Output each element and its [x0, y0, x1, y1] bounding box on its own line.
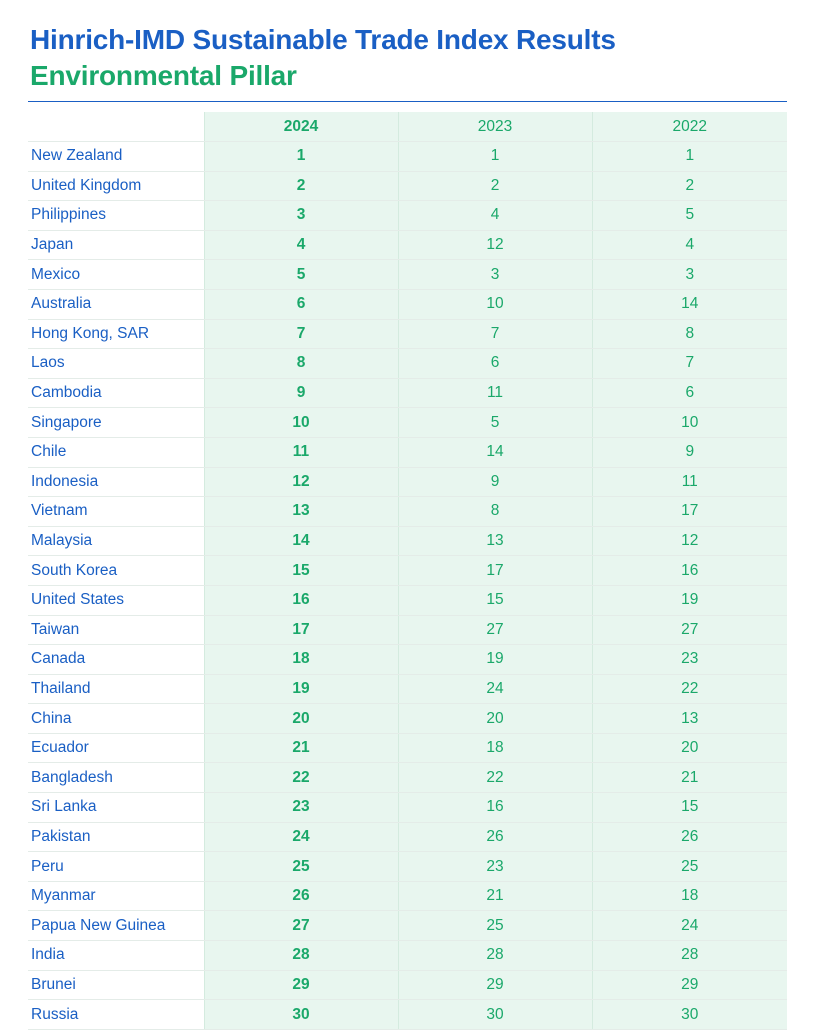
country-cell: Indonesia	[28, 467, 204, 497]
rank-2022-cell: 26	[592, 822, 787, 852]
rank-2023-cell: 9	[398, 467, 592, 497]
rank-2022-cell: 28	[592, 941, 787, 971]
rank-2023-cell: 16	[398, 793, 592, 823]
country-cell: New Zealand	[28, 142, 204, 172]
country-cell: Papua New Guinea	[28, 911, 204, 941]
rank-2023-cell: 26	[398, 822, 592, 852]
country-cell: Laos	[28, 349, 204, 379]
rank-2022-cell: 23	[592, 645, 787, 675]
country-cell: Hong Kong, SAR	[28, 319, 204, 349]
rank-2024-cell: 8	[204, 349, 398, 379]
country-cell: Russia	[28, 1000, 204, 1030]
country-cell: Philippines	[28, 201, 204, 231]
table-row	[28, 615, 787, 645]
rank-2024-cell: 22	[204, 763, 398, 793]
table-row	[28, 260, 787, 290]
rank-2023-cell: 19	[398, 645, 592, 675]
table-row	[28, 497, 787, 527]
rank-2024-cell: 13	[204, 497, 398, 527]
rank-2023-cell: 11	[398, 378, 592, 408]
rank-2024-cell: 2	[204, 171, 398, 201]
rank-2022-cell: 15	[592, 793, 787, 823]
country-cell: Australia	[28, 289, 204, 319]
rank-2022-cell: 27	[592, 615, 787, 645]
country-cell: Mexico	[28, 260, 204, 290]
rank-2024-cell: 17	[204, 615, 398, 645]
rank-2023-cell: 22	[398, 763, 592, 793]
rank-2023-cell: 20	[398, 704, 592, 734]
country-cell: Malaysia	[28, 526, 204, 556]
rank-2022-cell: 30	[592, 1000, 787, 1030]
table-row	[28, 674, 787, 704]
rank-2023-cell: 17	[398, 556, 592, 586]
rank-2023-cell: 15	[398, 585, 592, 615]
country-cell: Ecuador	[28, 733, 204, 763]
rank-2023-cell: 24	[398, 674, 592, 704]
rank-2024-cell: 1	[204, 142, 398, 172]
rank-2023-cell: 1	[398, 142, 592, 172]
rank-2022-cell: 16	[592, 556, 787, 586]
table-row	[28, 289, 787, 319]
page-title: Hinrich-IMD Sustainable Trade Index Results	[30, 24, 616, 55]
table-row	[28, 171, 787, 201]
table-row	[28, 349, 787, 379]
rank-2024-cell: 24	[204, 822, 398, 852]
rank-2022-cell: 5	[592, 201, 787, 231]
rank-2022-cell: 3	[592, 260, 787, 290]
rank-2022-cell: 13	[592, 704, 787, 734]
table-row	[28, 970, 787, 1000]
ranking-table	[28, 112, 787, 1030]
country-cell: Chile	[28, 437, 204, 467]
rank-2024-cell: 5	[204, 260, 398, 290]
rank-2024-cell: 23	[204, 793, 398, 823]
table-row	[28, 201, 787, 231]
rank-2024-cell: 18	[204, 645, 398, 675]
table-row	[28, 467, 787, 497]
country-cell: United States	[28, 585, 204, 615]
rank-2022-cell: 2	[592, 171, 787, 201]
table-row	[28, 378, 787, 408]
rank-2022-cell: 6	[592, 378, 787, 408]
rank-2023-cell: 23	[398, 852, 592, 882]
rank-2023-cell: 10	[398, 289, 592, 319]
country-cell: India	[28, 941, 204, 971]
rank-2024-cell: 12	[204, 467, 398, 497]
rank-2023-cell: 21	[398, 881, 592, 911]
table-row	[28, 556, 787, 586]
rank-2024-cell: 9	[204, 378, 398, 408]
rank-2022-cell: 21	[592, 763, 787, 793]
rank-2022-cell: 4	[592, 230, 787, 260]
table-row	[28, 763, 787, 793]
rank-2022-cell: 8	[592, 319, 787, 349]
rank-2022-cell: 19	[592, 585, 787, 615]
table-row	[28, 585, 787, 615]
country-cell: Pakistan	[28, 822, 204, 852]
rank-2024-cell: 30	[204, 1000, 398, 1030]
rank-2024-cell: 16	[204, 585, 398, 615]
country-cell: United Kingdom	[28, 171, 204, 201]
rank-2022-cell: 20	[592, 733, 787, 763]
rank-2022-cell: 25	[592, 852, 787, 882]
rank-2024-cell: 7	[204, 319, 398, 349]
table-row	[28, 319, 787, 349]
table-row	[28, 142, 787, 172]
rank-2024-cell: 26	[204, 881, 398, 911]
rank-2024-cell: 29	[204, 970, 398, 1000]
rank-2023-cell: 12	[398, 230, 592, 260]
table-row	[28, 852, 787, 882]
header-2023: 2023	[398, 112, 592, 142]
rank-2022-cell: 17	[592, 497, 787, 527]
rank-2023-cell: 13	[398, 526, 592, 556]
table-row	[28, 941, 787, 971]
rank-2023-cell: 29	[398, 970, 592, 1000]
country-cell: Sri Lanka	[28, 793, 204, 823]
rank-2022-cell: 1	[592, 142, 787, 172]
table-row	[28, 733, 787, 763]
country-cell: Taiwan	[28, 615, 204, 645]
rank-2023-cell: 2	[398, 171, 592, 201]
rank-2024-cell: 6	[204, 289, 398, 319]
country-cell: Vietnam	[28, 497, 204, 527]
header-country-blank	[28, 112, 204, 142]
rank-2023-cell: 4	[398, 201, 592, 231]
rank-2022-cell: 9	[592, 437, 787, 467]
rank-2024-cell: 11	[204, 437, 398, 467]
rank-2023-cell: 27	[398, 615, 592, 645]
table-row	[28, 526, 787, 556]
rank-2024-cell: 15	[204, 556, 398, 586]
country-cell: Japan	[28, 230, 204, 260]
rank-2024-cell: 27	[204, 911, 398, 941]
rank-2024-cell: 20	[204, 704, 398, 734]
header	[30, 22, 787, 94]
table-row	[28, 230, 787, 260]
rank-2023-cell: 8	[398, 497, 592, 527]
rank-2023-cell: 14	[398, 437, 592, 467]
country-cell: Thailand	[28, 674, 204, 704]
table-row	[28, 911, 787, 941]
rank-2023-cell: 6	[398, 349, 592, 379]
rank-2024-cell: 25	[204, 852, 398, 882]
table-row	[28, 822, 787, 852]
table-row	[28, 437, 787, 467]
rank-2022-cell: 10	[592, 408, 787, 438]
table-row	[28, 645, 787, 675]
rank-2022-cell: 14	[592, 289, 787, 319]
title-divider	[28, 101, 787, 102]
table-row	[28, 704, 787, 734]
country-cell: Peru	[28, 852, 204, 882]
table-row	[28, 408, 787, 438]
rank-2023-cell: 30	[398, 1000, 592, 1030]
country-cell: China	[28, 704, 204, 734]
rank-2022-cell: 11	[592, 467, 787, 497]
rank-2024-cell: 10	[204, 408, 398, 438]
country-cell: Cambodia	[28, 378, 204, 408]
rank-2022-cell: 7	[592, 349, 787, 379]
country-cell: Singapore	[28, 408, 204, 438]
rank-2023-cell: 3	[398, 260, 592, 290]
table-row	[28, 881, 787, 911]
table-header-row	[28, 112, 787, 142]
table-body	[28, 142, 787, 1030]
rank-2023-cell: 18	[398, 733, 592, 763]
rank-2022-cell: 22	[592, 674, 787, 704]
rank-2024-cell: 4	[204, 230, 398, 260]
rank-2022-cell: 12	[592, 526, 787, 556]
header-2022: 2022	[592, 112, 787, 142]
country-cell: Canada	[28, 645, 204, 675]
country-cell: Myanmar	[28, 881, 204, 911]
page-subtitle: Environmental Pillar	[30, 60, 297, 91]
country-cell: South Korea	[28, 556, 204, 586]
rank-2023-cell: 7	[398, 319, 592, 349]
rank-2022-cell: 29	[592, 970, 787, 1000]
country-cell: Brunei	[28, 970, 204, 1000]
rank-2024-cell: 14	[204, 526, 398, 556]
table-row	[28, 793, 787, 823]
rank-2022-cell: 18	[592, 881, 787, 911]
rank-2024-cell: 21	[204, 733, 398, 763]
table-row	[28, 1000, 787, 1030]
rank-2023-cell: 28	[398, 941, 592, 971]
country-cell: Bangladesh	[28, 763, 204, 793]
rank-2023-cell: 5	[398, 408, 592, 438]
rank-2024-cell: 19	[204, 674, 398, 704]
rank-2024-cell: 3	[204, 201, 398, 231]
rank-2024-cell: 28	[204, 941, 398, 971]
rank-2023-cell: 25	[398, 911, 592, 941]
header-2024: 2024	[204, 112, 398, 142]
rank-2022-cell: 24	[592, 911, 787, 941]
